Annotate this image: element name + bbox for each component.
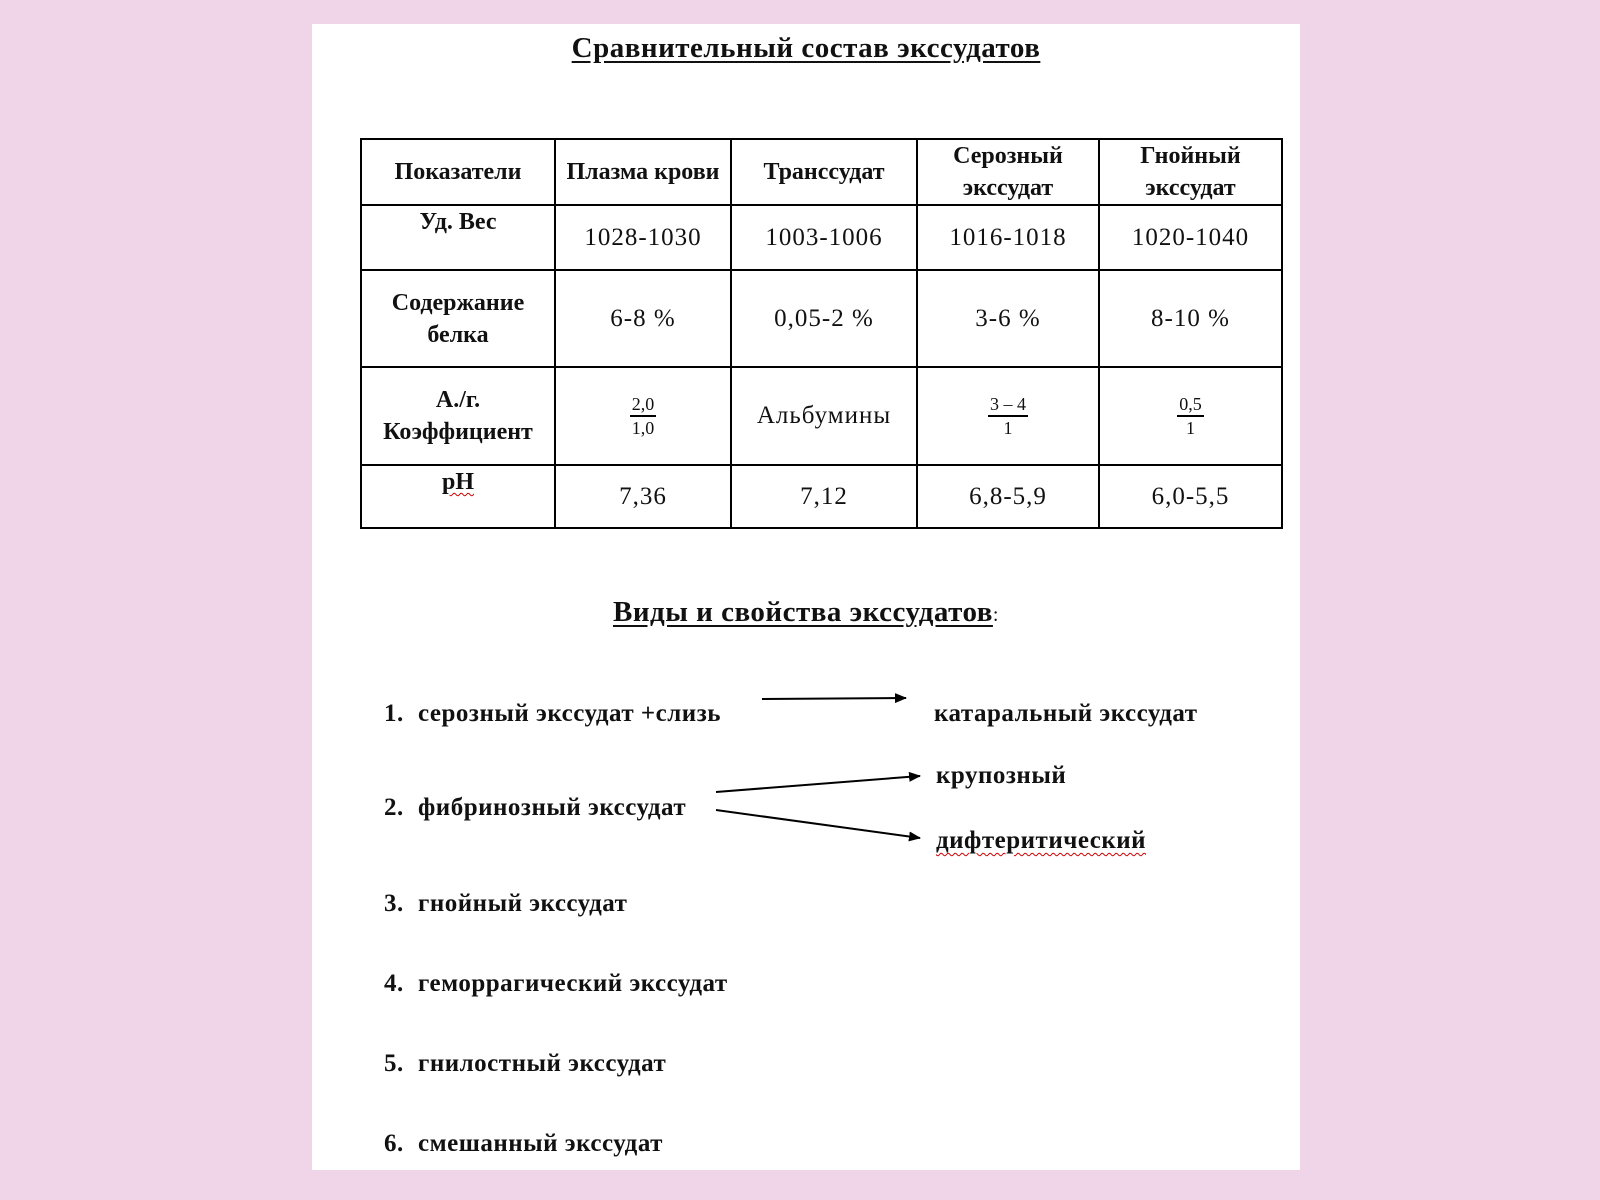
list-number: 6. bbox=[384, 1130, 404, 1157]
table-cell: 8-10 % bbox=[1099, 270, 1282, 367]
result-label: дифтеритический bbox=[936, 827, 1147, 854]
list-text: гнилостный экссудат bbox=[418, 1050, 667, 1077]
list-text: гнойный экссудат bbox=[418, 890, 628, 917]
table-cell: 1003-1006 bbox=[731, 205, 917, 270]
fraction-numerator: 0,5 bbox=[1177, 393, 1204, 417]
section-title-text: Виды и свойства экссудатов bbox=[613, 596, 993, 628]
list-text: геморрагический экссудат bbox=[418, 970, 728, 997]
arrows-layer bbox=[312, 24, 1300, 1170]
table-cell: 3-6 % bbox=[917, 270, 1099, 367]
row-label: Уд. Вес bbox=[361, 205, 555, 270]
result-label: катаральный экссудат bbox=[934, 700, 1198, 727]
table-cell: 6,8-5,9 bbox=[917, 465, 1099, 528]
header-cell: Показатели bbox=[361, 139, 555, 205]
fraction-denominator: 1 bbox=[1186, 418, 1195, 438]
table-cell: 6-8 % bbox=[555, 270, 731, 367]
header-cell: Плазма крови bbox=[555, 139, 731, 205]
fraction-numerator: 2,0 bbox=[630, 393, 657, 417]
list-text: смешанный экссудат bbox=[418, 1130, 663, 1157]
section-title-colon: : bbox=[992, 604, 999, 626]
fraction-denominator: 1,0 bbox=[631, 418, 655, 438]
header-cell: Транссудат bbox=[731, 139, 917, 205]
title-text: Сравнительный состав экссудатов bbox=[571, 32, 1041, 64]
table-cell: 0,05-2 % bbox=[731, 270, 917, 367]
row-label-line: Коэффициент bbox=[383, 419, 533, 445]
table-cell: 7,36 bbox=[555, 465, 731, 528]
document-page bbox=[312, 24, 1300, 1170]
header-cell: Гнойный экссудат bbox=[1099, 139, 1282, 205]
row-label-line: А./г. bbox=[435, 387, 481, 413]
arrow-up-right-icon bbox=[716, 776, 920, 792]
list-number: 4. bbox=[384, 970, 404, 997]
table-cell: 1020-1040 bbox=[1099, 205, 1282, 270]
result-label: крупозный bbox=[936, 762, 1067, 789]
list-text: серозный экссудат +слизь bbox=[418, 700, 721, 727]
arrow-down-right-icon bbox=[716, 810, 920, 838]
list-number: 1. bbox=[384, 700, 404, 727]
list-text: фибринозный экссудат bbox=[418, 794, 687, 821]
row-label: Содержание белка bbox=[361, 270, 555, 367]
list-number: 3. bbox=[384, 890, 404, 917]
list-number: 5. bbox=[384, 1050, 404, 1077]
table-cell: 6,0-5,5 bbox=[1099, 465, 1282, 528]
table-cell: 7,12 bbox=[731, 465, 917, 528]
table-cell: 1028-1030 bbox=[555, 205, 731, 270]
header-cell: Серозный экссудат bbox=[917, 139, 1099, 205]
fraction-denominator: 1 bbox=[1003, 418, 1013, 438]
fraction-numerator: 3 – 4 bbox=[988, 393, 1028, 417]
ph-label: pH bbox=[441, 469, 474, 495]
table-cell: 1016-1018 bbox=[917, 205, 1099, 270]
list-number: 2. bbox=[384, 794, 404, 821]
arrow-right-icon bbox=[762, 698, 906, 699]
table-cell: Альбумины bbox=[731, 367, 917, 465]
